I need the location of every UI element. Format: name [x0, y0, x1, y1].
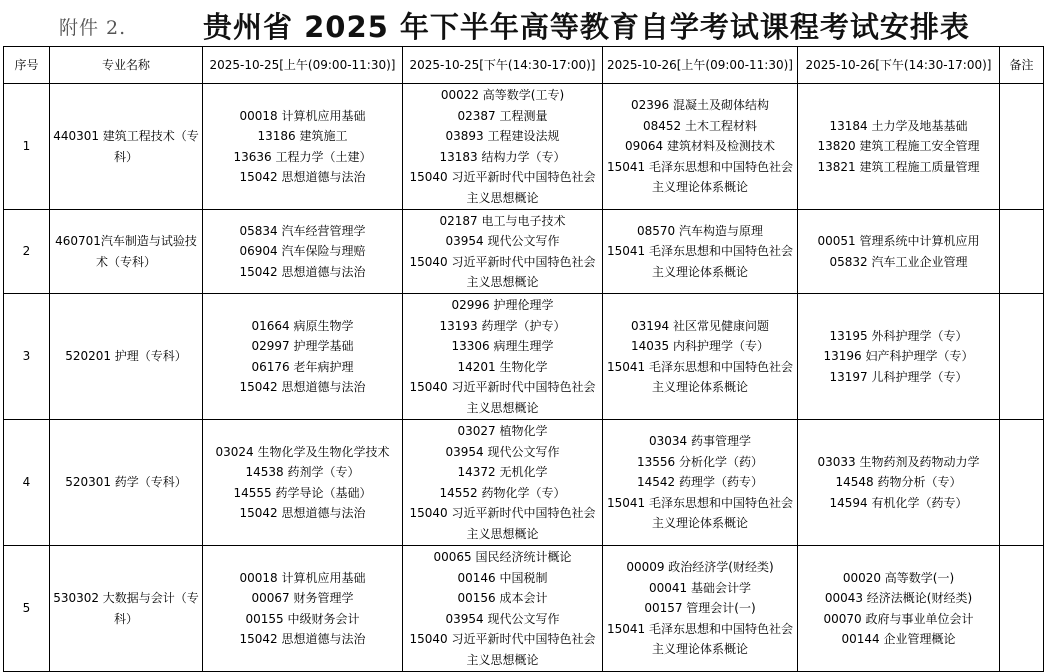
course-item: 02996 护理伦理学 [451, 298, 554, 312]
course-item: 09064 建筑材料及检测技术 [625, 139, 775, 154]
major-name: 530302 大数据与会计（专科） [50, 546, 203, 672]
course-item: 03954 现代公文写作 [445, 611, 560, 626]
course-item: 00051 管理系统中计算机应用 [817, 234, 980, 248]
course-item: 00022 高等数学(工专) [440, 88, 565, 102]
row-index: 4 [4, 420, 50, 546]
course-item: 00041 基础会计学 [649, 580, 751, 595]
session-2-courses [403, 420, 603, 546]
course-item: 05832 汽车工业企业管理 [829, 254, 968, 269]
course-item: 14594 有机化学（药专） [829, 495, 968, 510]
course-item: 15042 思想道德与法治 [239, 632, 366, 646]
course-item: 03024 生物化学及生物化学技术 [215, 444, 390, 459]
table-body [4, 84, 1044, 672]
course-item: 14548 药物分析（专） [835, 475, 962, 490]
major-name: 520301 药学（专科） [50, 420, 203, 546]
column-header-note: 备注 [1000, 47, 1044, 84]
course-item: 14552 药物化学（专） [439, 485, 566, 500]
course-item: 13821 建筑工程施工质量管理 [817, 159, 980, 174]
course-item: 00020 高等数学(一) [842, 570, 955, 585]
table-header-row [4, 47, 1044, 84]
note-cell [1000, 546, 1044, 672]
column-header-session-2: 2025-10-25[下午(14:30-17:00)] [403, 47, 603, 84]
course-item: 13306 病理生理学 [451, 339, 554, 353]
major-name: 460701汽车制造与试验技术（专科） [50, 210, 203, 294]
table-row [4, 294, 1044, 420]
course-item: 02387 工程测量 [457, 108, 548, 123]
course-item: 05834 汽车经营管理学 [239, 223, 366, 238]
course-item: 03954 现代公文写作 [445, 444, 560, 459]
column-header-session-4: 2025-10-26[下午(14:30-17:00)] [798, 47, 1000, 84]
session-1-courses [203, 546, 403, 672]
session-3-courses [603, 210, 798, 294]
course-item: 13556 分析化学（药） [637, 454, 763, 469]
course-item: 15042 思想道德与法治 [239, 170, 366, 184]
course-item: 00156 成本会计 [457, 591, 548, 605]
session-4-courses [798, 546, 1000, 672]
row-index: 1 [4, 84, 50, 210]
course-item: 15040 习近平新时代中国特色社会主义思想概论 [409, 632, 596, 667]
major-name: 440301 建筑工程技术（专科） [50, 84, 203, 210]
session-3-courses [603, 84, 798, 210]
session-1-courses [203, 210, 403, 294]
course-item: 00067 财务管理学 [251, 591, 354, 605]
course-item: 15040 习近平新时代中国特色社会主义思想概论 [409, 254, 596, 289]
course-item: 00144 企业管理概论 [841, 632, 956, 646]
session-4-courses [798, 84, 1000, 210]
note-cell [1000, 84, 1044, 210]
course-item: 13193 药理学（护专） [439, 318, 566, 333]
course-item: 00065 国民经济统计概论 [433, 550, 572, 564]
note-cell [1000, 420, 1044, 546]
course-item: 00009 政治经济学(财经类) [626, 560, 774, 575]
course-item: 15041 毛泽东思想和中国特色社会主义理论体系概论 [607, 359, 793, 394]
course-item: 06176 老年病护理 [251, 359, 354, 374]
session-1-courses [203, 84, 403, 210]
course-item: 14372 无机化学 [457, 465, 548, 479]
course-item: 03033 生物药剂及药物动力学 [817, 454, 980, 469]
course-item: 00146 中国税制 [457, 570, 548, 585]
course-item: 03027 植物化学 [457, 424, 548, 438]
course-item: 00043 经济法概论(财经类) [824, 591, 973, 605]
course-item: 00018 计算机应用基础 [239, 570, 366, 585]
course-item: 15041 毛泽东思想和中国特色社会主义理论体系概论 [607, 495, 793, 531]
course-item: 13636 工程力学（土建） [233, 149, 372, 164]
session-4-courses [798, 420, 1000, 546]
course-item: 14542 药理学（药专） [637, 475, 763, 490]
course-item: 03034 药事管理学 [649, 434, 751, 449]
course-item: 13195 外科护理学（专） [829, 328, 968, 343]
major-name: 520201 护理（专科） [50, 294, 203, 420]
row-index: 2 [4, 210, 50, 294]
session-2-courses [403, 546, 603, 672]
exam-schedule-table [3, 46, 1044, 672]
session-2-courses [403, 210, 603, 294]
course-item: 03954 现代公文写作 [445, 234, 560, 248]
row-index: 3 [4, 294, 50, 420]
course-item: 08570 汽车构造与原理 [637, 223, 763, 238]
course-item: 14035 内科护理学（专） [631, 339, 769, 353]
session-2-courses [403, 294, 603, 420]
course-item: 13186 建筑施工 [257, 129, 348, 143]
column-header-session-3: 2025-10-26[上午(09:00-11:30)] [603, 47, 798, 84]
course-item: 03893 工程建设法规 [445, 129, 560, 143]
course-item: 13183 结构力学（专） [439, 149, 566, 164]
session-1-courses [203, 294, 403, 420]
course-item: 02997 护理学基础 [251, 339, 354, 353]
course-item: 01664 病原生物学 [251, 318, 354, 333]
course-item: 15041 毛泽东思想和中国特色社会主义理论体系概论 [607, 244, 793, 279]
course-item: 02187 电工与电子技术 [439, 213, 566, 228]
course-item: 13196 妇产科护理学（专） [823, 349, 974, 364]
course-item: 15040 习近平新时代中国特色社会主义思想概论 [409, 506, 596, 541]
course-item: 03194 社区常见健康问题 [631, 318, 769, 333]
note-cell [1000, 294, 1044, 420]
column-header-major: 专业名称 [50, 47, 203, 84]
course-item: 15042 思想道德与法治 [239, 380, 366, 394]
table-row [4, 210, 1044, 294]
course-item: 15041 毛泽东思想和中国特色社会主义理论体系概论 [607, 159, 793, 195]
course-item: 00018 计算机应用基础 [239, 108, 366, 123]
course-item: 13184 土力学及地基基础 [829, 118, 968, 133]
course-item: 13197 儿科护理学（专） [829, 369, 968, 384]
course-item: 00155 中级财务会计 [245, 611, 360, 626]
note-cell [1000, 210, 1044, 294]
column-header-index: 序号 [4, 47, 50, 84]
course-item: 08452 土木工程材料 [643, 118, 757, 133]
course-item: 14555 药学导论（基础） [233, 485, 372, 500]
table-row [4, 420, 1044, 546]
course-item: 13820 建筑工程施工安全管理 [817, 139, 980, 154]
page-title: 贵州省 2025 年下半年高等教育自学考试课程考试安排表 [203, 10, 970, 44]
row-index: 5 [4, 546, 50, 672]
session-1-courses [203, 420, 403, 546]
page-header [0, 0, 1046, 46]
session-3-courses [603, 546, 798, 672]
course-item: 02396 混凝土及砌体结构 [631, 98, 769, 113]
course-item: 15042 思想道德与法治 [239, 264, 366, 279]
course-item: 15041 毛泽东思想和中国特色社会主义理论体系概论 [607, 621, 793, 657]
course-item: 15042 思想道德与法治 [239, 506, 366, 520]
attachment-label: 附件 2. [59, 17, 127, 39]
course-item: 00070 政府与事业单位会计 [823, 611, 974, 626]
table-row [4, 546, 1044, 672]
session-3-courses [603, 420, 798, 546]
course-item: 15040 习近平新时代中国特色社会主义思想概论 [409, 170, 596, 205]
course-item: 06904 汽车保险与理赔 [239, 244, 366, 259]
course-item: 15040 习近平新时代中国特色社会主义思想概论 [409, 380, 596, 415]
session-4-courses [798, 294, 1000, 420]
column-header-session-1: 2025-10-25[上午(09:00-11:30)] [203, 47, 403, 84]
session-4-courses [798, 210, 1000, 294]
table-row [4, 84, 1044, 210]
session-3-courses [603, 294, 798, 420]
course-item: 00157 管理会计(一) [644, 601, 756, 616]
session-2-courses [403, 84, 603, 210]
course-item: 14538 药剂学（专） [245, 465, 360, 479]
course-item: 14201 生物化学 [457, 359, 548, 374]
